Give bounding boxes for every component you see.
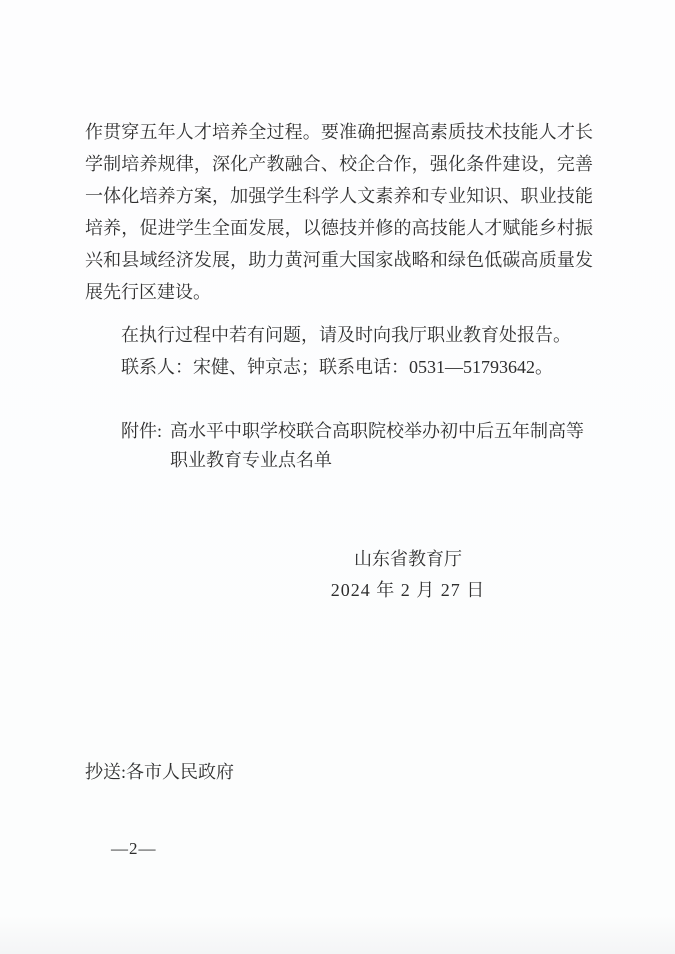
paragraph-line: 作贯穿五年人才培养全过程。要准确把握高素质技术技能人才长 <box>85 122 593 142</box>
cc-line: 抄送:各市人民政府 <box>85 762 235 782</box>
contact-info-line: 联系人：宋健、钟京志；联系电话：0531—51793642。 <box>121 357 553 377</box>
attachment-title <box>170 417 584 475</box>
attachment-label: 附件: <box>121 421 163 441</box>
signature-block <box>298 544 518 606</box>
attachment-title-line-2: 职业教育专业点名单 <box>170 450 333 470</box>
closing-paragraphs <box>121 319 593 383</box>
paragraph-line: 一体化培养方案，加强学生科学人文素养和专业知识、职业技能 <box>85 186 593 206</box>
paragraph-line: 兴和县域经济发展，助力黄河重大国家战略和绿色低碳高质量发 <box>85 250 593 270</box>
paragraph-line: 培养，促进学生全面发展，以德技并修的高技能人才赋能乡村振 <box>85 218 593 238</box>
page-number: —2— <box>111 839 157 858</box>
paragraph-line: 学制培养规律，深化产教融合、校企合作，强化条件建设，完善 <box>85 154 593 174</box>
issuer-name: 山东省教育厅 <box>354 549 462 569</box>
issue-date: 2024 年 2 月 27 日 <box>330 580 486 600</box>
paragraph-line: 展先行区建设。 <box>85 282 211 302</box>
attachment-title-line-1: 高水平中职学校联合高职院校举办初中后五年制高等 <box>170 421 585 441</box>
attachment-section <box>121 417 584 475</box>
body-paragraph <box>85 116 593 308</box>
execution-note-line: 在执行过程中若有问题，请及时向我厅职业教育处报告。 <box>121 325 571 345</box>
